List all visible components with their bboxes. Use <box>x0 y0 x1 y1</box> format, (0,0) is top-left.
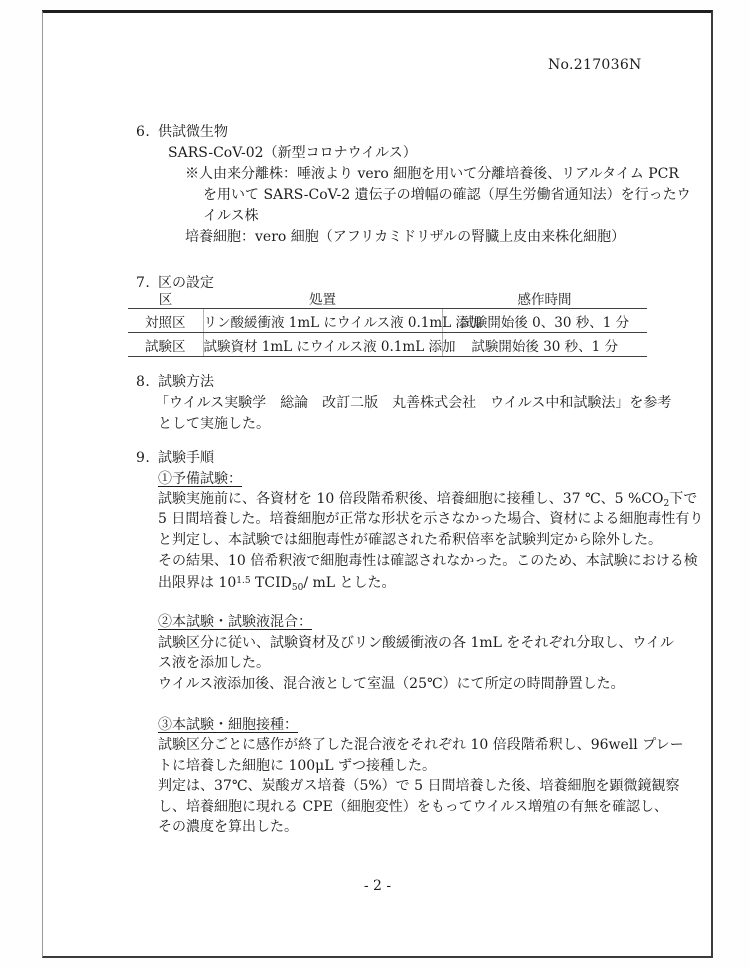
table-header-row <box>128 288 647 309</box>
section8-body-line2: として実施した。 <box>158 416 270 432</box>
section6-strain-line: SARS-CoV-02（新型コロナウイルス） <box>168 145 417 161</box>
sub1-line2: 5 日間培養した。培養細胞が正常な形状を示さなかった場合、資材による細胞毒性有り <box>158 511 704 527</box>
zone-settings-table <box>128 288 647 357</box>
section7-number: 7. <box>136 275 151 291</box>
section6-title: 供試微生物 <box>158 124 228 140</box>
section6-note-line2: を用いて SARS-CoV-2 遺伝子の増幅の確認（厚生労働省通知法）を行ったウ <box>203 187 691 203</box>
table-cell: 試験資材 1mL にウイルス液 0.1mL 添加 <box>203 333 442 357</box>
table-cell: 試験開始後 0、30 秒、1 分 <box>442 309 647 333</box>
section7-title: 区の設定 <box>158 275 214 291</box>
table-cell: 対照区 <box>128 309 203 333</box>
sub3-line2: トに培養した細胞に 100μL ずつ接種した。 <box>158 758 437 774</box>
table-row <box>128 333 647 357</box>
sub2-heading: ②本試験・試験液混合： <box>158 614 312 630</box>
sub1-heading: ①予備試験： <box>158 471 242 487</box>
table-cell: 試験区 <box>128 333 203 357</box>
sub3-line3: 判定は、37℃、炭酸ガス培養（5%）で 5 日間培養した後、培養細胞を顕微鏡観察 <box>158 778 680 794</box>
exponent-superscript: 1.5 <box>236 576 251 586</box>
sub1-line5-text: 出限界は 10 <box>158 575 237 591</box>
sub3-line4: し、培養細胞に現れる CPE（細胞変性）をもってウイルス増殖の有無を確認し、 <box>158 799 668 815</box>
sub2-line1: 試験区分に従い、試験資材及びリン酸緩衝液の各 1mL をそれぞれ分取し、ウイル <box>158 635 674 651</box>
section6-number: 6. <box>136 124 151 140</box>
sub1-line1-text: 試験実施前に、各資材を 10 倍段階希釈後、培養細胞に接種し、37 ℃、5 %CO <box>158 491 664 507</box>
doc-number: No.217036N <box>548 57 642 73</box>
table-cell: 試験開始後 30 秒、1 分 <box>442 333 647 357</box>
section9-title: 試験手順 <box>158 450 214 466</box>
sub2-line3: ウイルス液添加後、混合液として室温（25℃）にて所定の時間静置した。 <box>158 676 625 692</box>
table-row <box>128 309 647 333</box>
table-header-exposure-time: 感作時間 <box>442 288 647 309</box>
sub1-line1 <box>158 492 697 512</box>
section8-number: 8. <box>136 374 151 390</box>
sub3-heading: ③本試験・細胞接種： <box>158 717 298 733</box>
tcid50-subscript: 50 <box>291 583 304 593</box>
sub1-line4: その結果、10 倍希釈液で細胞毒性は確認されなかった。このため、本試験における検 <box>158 553 698 569</box>
sub3-line1: 試験区分ごとに感作が終了した混合液をそれぞれ 10 倍段階希釈し、96well プレー <box>158 737 684 753</box>
co2-subscript: 2 <box>663 499 670 509</box>
sub3-line5: その濃度を算出した。 <box>158 819 298 835</box>
sub2-line2: ス液を添加した。 <box>158 655 270 671</box>
sub1-line5-mid: TCID <box>250 575 292 591</box>
sub1-line5-tail: / mL とした。 <box>303 575 396 591</box>
table-header-treatment: 処置 <box>203 288 442 309</box>
section6-note-line3: イルス株 <box>203 208 259 224</box>
table-header-zone: 区 <box>128 288 203 309</box>
sub1-line5 <box>158 574 396 596</box>
section6-note-line1: ※人由来分離株：唾液より vero 細胞を用いて分離培養後、リアルタイム PCR <box>185 166 679 182</box>
section8-title: 試験方法 <box>158 374 214 390</box>
sub1-line3: と判定し、本試験では細胞毒性が確認された希釈倍率を試験判定から除外した。 <box>158 532 662 548</box>
sub1-line1-tail: 下で <box>669 491 698 507</box>
table-cell: リン酸緩衝液 1mL にウイルス液 0.1mL 添加 <box>203 309 442 333</box>
section9-number: 9. <box>136 450 151 466</box>
section8-body-line1: 「ウイルス実験学 総論 改訂二版 丸善株式会社 ウイルス中和試験法」を参考 <box>155 395 672 411</box>
page-number: - 2 - <box>363 878 392 894</box>
section6-cell-line: 培養細胞：vero 細胞（アフリカミドリザルの腎臓上皮由来株化細胞） <box>185 229 626 245</box>
